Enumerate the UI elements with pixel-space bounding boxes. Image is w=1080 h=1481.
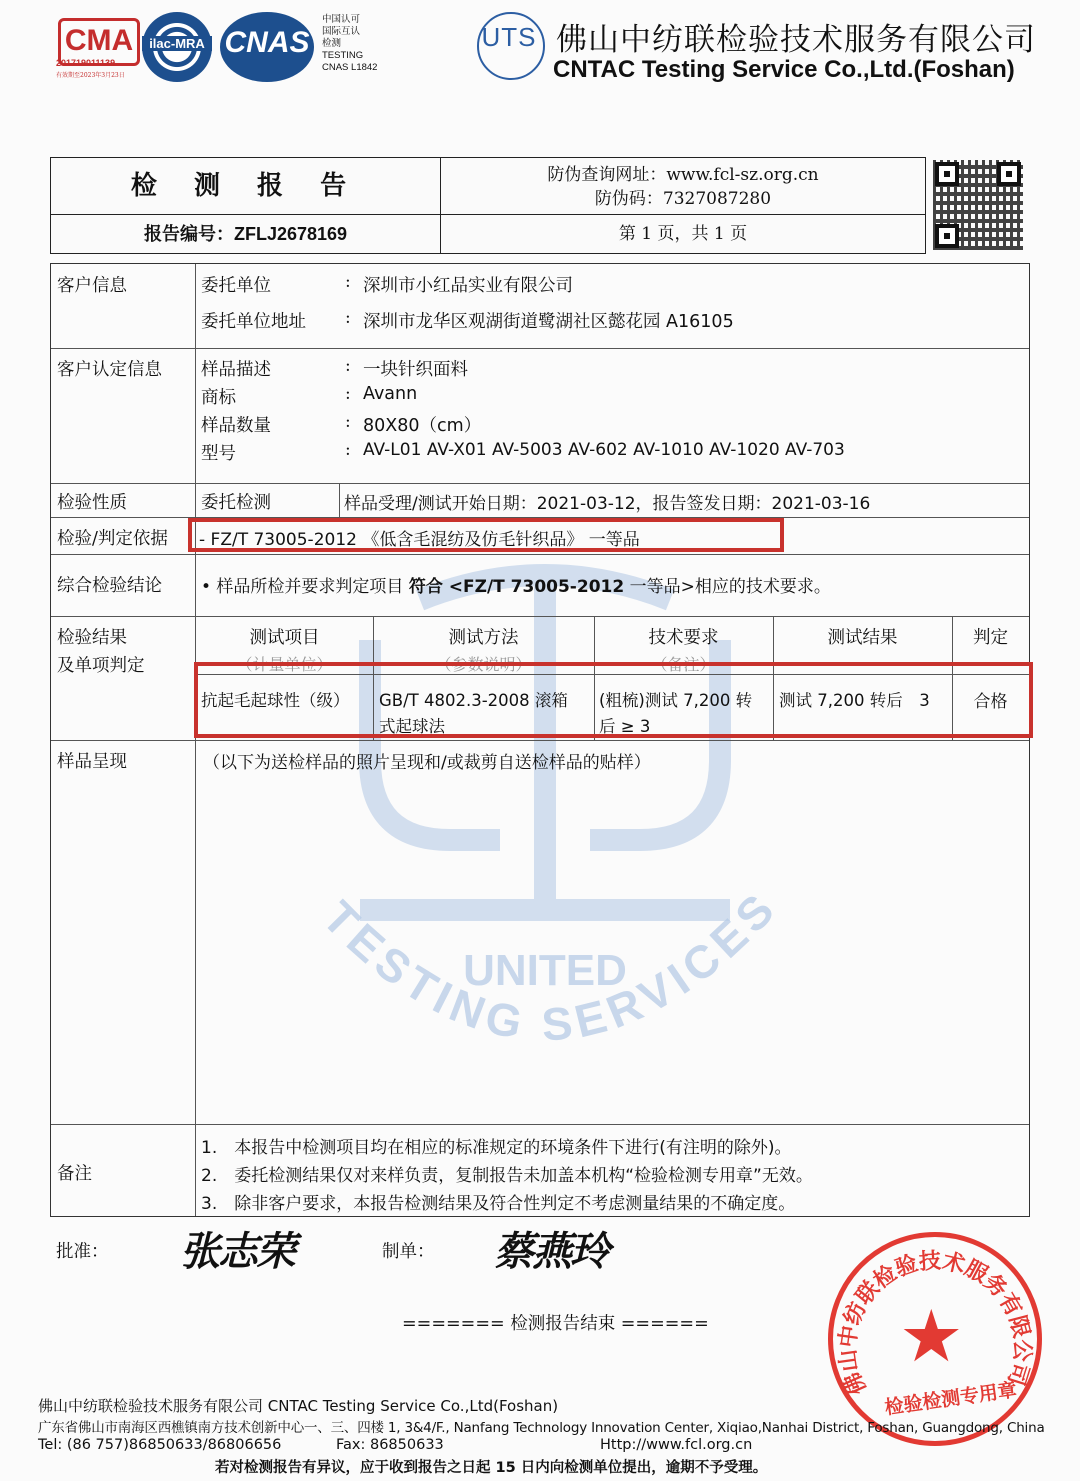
footer-fax: Fax: 86850633 xyxy=(336,1437,444,1453)
page-info: 第 1 页，共 1 页 xyxy=(618,224,748,244)
result-requirement-line2: 后 ≥ 3 xyxy=(599,717,651,736)
footer-website[interactable]: Http://www.fcl.org.cn xyxy=(600,1437,753,1453)
cma-validity: 有效期至2023年3月23日 xyxy=(56,72,125,79)
uts-logo-text: UTS xyxy=(481,22,537,52)
model-label: 型号 xyxy=(201,444,236,464)
header-test-method-sub: （参数说明） xyxy=(435,655,532,674)
basis-label: 检验/判定依据 xyxy=(57,529,168,549)
remark-item: 1. 本报告中检测项目均在相应的标准规定的环境条件下进行(有注明的除外)。 xyxy=(201,1138,792,1158)
footer-tel: Tel: (86 757)86850633/86806656 xyxy=(38,1437,282,1453)
cnas-side-line: 中国认可 xyxy=(322,14,361,25)
cnas-side-line: 国际互认 xyxy=(322,26,361,37)
nature-label: 检验性质 xyxy=(57,493,127,513)
svg-text:佛山中纺联检验技术服务有限公司: 佛山中纺联检验技术服务有限公司 xyxy=(835,1248,1035,1399)
result-item: 抗起毛起球性（级） xyxy=(201,691,350,710)
quantity-value: 80X80（cm） xyxy=(363,416,482,436)
address-value: 深圳市龙华区观湖街道鹭湖社区懿花园 A16105 xyxy=(363,312,734,332)
cnas-side-line: 检测 xyxy=(322,38,342,49)
sample-desc-value: 一块针织面料 xyxy=(363,360,468,380)
results-section-line1: 检验结果 xyxy=(57,628,127,648)
cma-logo: CMA xyxy=(58,18,140,66)
conclusion-bold: 符合 <FZ/T 73005-2012 xyxy=(408,577,625,597)
report-dates: 样品受理/测试开始日期：2021-03-12，报告签发日期：2021-03-16 xyxy=(344,494,871,514)
basis-value: - FZ/T 73005-2012 《低含毛混纺及仿毛针织品》 一等品 xyxy=(199,530,640,550)
cma-number: 201719011139 xyxy=(56,58,116,68)
ilac-mra-label: ilac-MRA xyxy=(142,36,212,51)
result-verdict: 合格 xyxy=(973,692,1008,712)
header-requirement-sub: （备注） xyxy=(651,655,716,674)
report-number: 报告编号：ZFLJ2678169 xyxy=(51,215,441,253)
qr-corner-icon xyxy=(997,162,1021,186)
remark-item: 3. 除非客户要求，本报告检测结果及符合性判定不考虑测量结果的不确定度。 xyxy=(201,1194,796,1214)
header-test-item: 测试项目 xyxy=(249,628,320,648)
model-value: AV-L01 AV-X01 AV-5003 AV-602 AV-1010 AV-1020 AV-703 xyxy=(363,440,845,460)
report-title-table xyxy=(50,157,926,254)
remarks-label: 备注 xyxy=(57,1164,92,1184)
result-method-line2: 式起球法 xyxy=(379,717,445,736)
footer-address: 广东省佛山市南海区西樵镇南方技术创新中心一、三、四楼 1, 3&4/F., Nanfang Technology Innovation Center, Xiqiao,Nanhai District, Foshan, Guangdong, China xyxy=(38,1420,1045,1436)
prepare-label: 制单： xyxy=(382,1242,435,1262)
footer-notice: 若对检测报告有异议，应于收到报告之日起 15 日内向检测单位提出，逾期不予受理。 xyxy=(215,1460,768,1476)
qr-corner-icon xyxy=(935,224,959,248)
sample-info-section: 客户认定信息 xyxy=(57,360,162,380)
conclusion-suffix: 一等品>相应的技术要求。 xyxy=(629,577,831,597)
address-label: 委托单位地址 xyxy=(201,312,306,332)
highlight-basis-box xyxy=(188,518,784,552)
conclusion-label: 综合检验结论 xyxy=(57,576,162,596)
colon: : xyxy=(345,356,351,376)
seal-star-icon: ★ xyxy=(899,1294,964,1378)
entrust-value: 深圳市小红品实业有限公司 xyxy=(363,276,573,296)
cnas-label: CNAS xyxy=(224,26,310,59)
nature-value: 委托检测 xyxy=(201,493,271,513)
result-method-line1: GB/T 4802.3-2008 滚箱 xyxy=(379,691,568,710)
footer-company: 佛山中纺联检验技术服务有限公司 CNTAC Testing Service Co.,Ltd(Foshan) xyxy=(38,1397,559,1415)
header-verdict: 判定 xyxy=(973,628,1008,648)
result-value: 测试 7,200 转后 3 xyxy=(779,691,930,710)
company-name-cn: 佛山中纺联检验技术服务有限公司 xyxy=(556,22,1036,58)
colon: : xyxy=(345,308,351,328)
approve-label: 批准： xyxy=(56,1242,109,1262)
anti-fake-info xyxy=(441,158,925,215)
brand-label: 商标 xyxy=(201,388,236,408)
prepare-signature: 蔡燕玲 xyxy=(494,1228,608,1275)
remark-item: 2. 委托检测结果仅对来样负责，复制报告未加盖本机构“检验检测专用章”无效。 xyxy=(201,1166,813,1186)
sample-desc-label: 样品描述 xyxy=(201,360,271,380)
colon: : xyxy=(345,412,351,432)
anti-fake-code: 防伪码：7327087280 xyxy=(594,189,772,209)
anti-fake-site[interactable]: 防伪查询网址：www.fcl-sz.org.cn xyxy=(547,165,819,185)
header-result: 测试结果 xyxy=(827,628,898,648)
highlight-result-box xyxy=(194,662,1033,738)
report-end-line: ======= 检测报告结束 ====== xyxy=(402,1314,709,1334)
conclusion-text xyxy=(201,572,831,597)
colon: : xyxy=(345,272,351,292)
sample-display-label: 样品呈现 xyxy=(57,752,127,772)
brand-value: Avann xyxy=(363,384,418,404)
company-name-en: CNTAC Testing Service Co.,Ltd.(Foshan) xyxy=(553,56,1015,83)
qr-corner-icon xyxy=(935,162,959,186)
header-requirement: 技术要求 xyxy=(648,628,719,648)
header-test-method: 测试方法 xyxy=(448,628,519,648)
colon: : xyxy=(345,440,351,460)
conclusion-prefix: • 样品所检并要求判定项目 xyxy=(201,577,404,597)
entrust-label: 委托单位 xyxy=(201,276,271,296)
results-section-line2: 及单项判定 xyxy=(57,656,145,676)
cnas-side-line: TESTING xyxy=(322,50,364,61)
approve-signature: 张志荣 xyxy=(180,1228,294,1275)
cnas-accreditation-text xyxy=(322,14,377,74)
watermark-united: UNITED xyxy=(463,946,627,995)
quantity-label: 样品数量 xyxy=(201,416,271,436)
cnas-side-line: CNAS L1842 xyxy=(322,62,378,73)
report-main-table xyxy=(50,263,1030,1217)
client-info-section: 客户信息 xyxy=(57,276,127,296)
seal-bottom-text: 检验检测专用章 xyxy=(883,1378,1019,1420)
sample-display-note: （以下为送检样品的照片呈现和/或裁剪自送检样品的贴样） xyxy=(203,753,651,773)
result-requirement-line1: (粗梳)测试 7,200 转 xyxy=(599,691,753,710)
colon: : xyxy=(345,384,351,404)
header-test-item-sub: （计量单位） xyxy=(236,655,333,674)
report-heading: 检 测 报 告 xyxy=(51,158,441,215)
watermark-testing-services: TESTING SERVICES xyxy=(312,879,788,1051)
